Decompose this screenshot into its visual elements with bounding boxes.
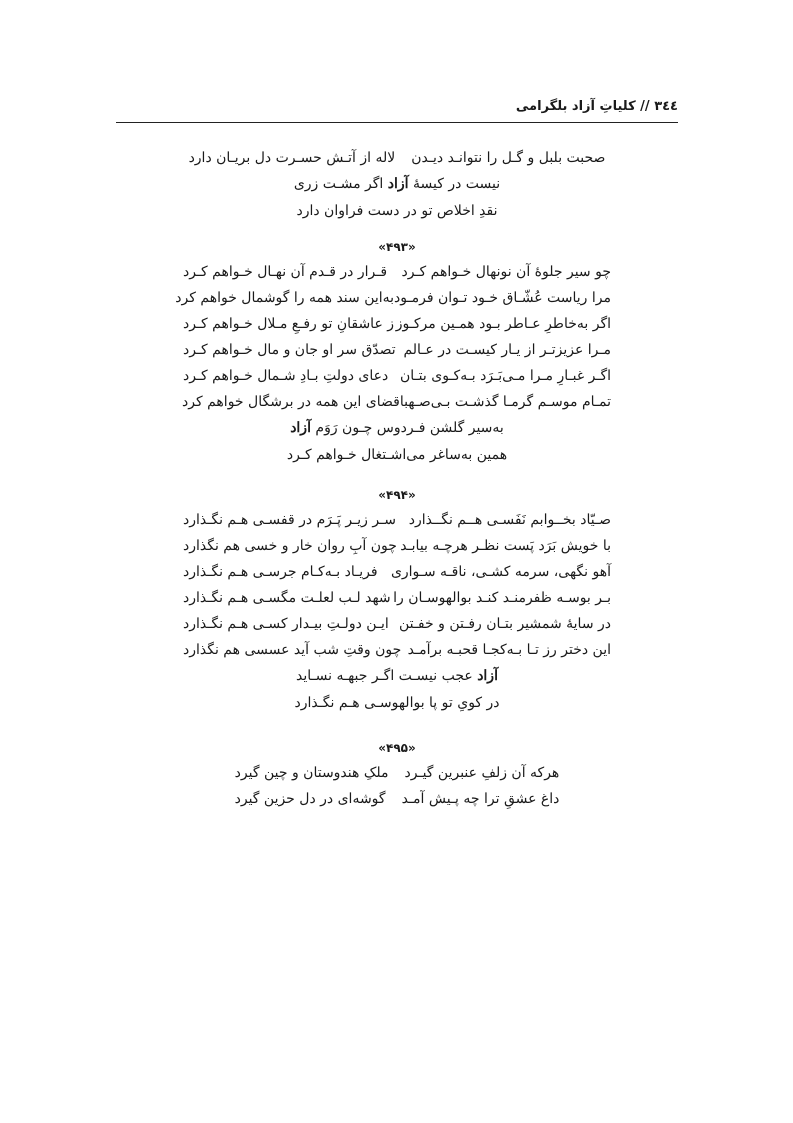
poem-493 — [116, 235, 678, 469]
hemistich-second: تصدّق سر او جان و مال خـواهم کـرد — [183, 342, 396, 358]
hemistich-second: ز عاشقانِ تو رفـعِ مـلال خـواهم کـرد — [183, 316, 395, 332]
hemistich-first: این دختر رز تـا بـه‌کجـا قحبـه برآمـد — [407, 642, 611, 658]
hemistich-first: چو سیر جلوهٔ آن نونهال خـواهم کـرد — [401, 264, 611, 280]
hemistich-second: به‌این سند همه را گوشمال خواهم کرد — [175, 290, 395, 306]
couplet — [116, 389, 678, 415]
closing-line: آزاد عجب نیسـت اگـر جبهـه نسـاید — [296, 668, 498, 684]
hemistich-second: ملکِ هندوستان و چین گیرد — [234, 765, 389, 781]
poem-number: «۴۹۳» — [378, 240, 416, 254]
hemistich-second: چون آبِ روان خار و خسی هم نگذارد — [183, 538, 397, 554]
couplet — [116, 585, 678, 611]
hemistich-first: اگـر غبـارِ مـرا مـی‌بَـرَد بـه‌کـوی بتـان — [400, 368, 611, 384]
closing-line: همین به‌ساغر می‌اشـتغال خـواهم کـرد — [286, 447, 508, 463]
closing-line: در کویِ تو پا بوالهوسـی هـم نگـذارد — [294, 695, 500, 711]
poet-name: آزاد — [387, 176, 409, 192]
hemistich-second: شهد لـب لعلـت مگسـی هـم نگـذارد — [183, 590, 391, 606]
hemistich-first: مرا ریاست عُشّـاق خـود تـوان فرمـود — [394, 290, 611, 306]
poem-number: «۴۹۵» — [378, 741, 416, 755]
couplet — [116, 507, 678, 533]
hemistich-first: در سایهٔ شمشیر بتـان رفـتن و خفـتن — [398, 616, 611, 632]
closing-line: نقدِ اخلاص تو در دست فراوان دارد — [296, 203, 498, 219]
hemistich-second: گوشه‌ای در دل حزین گیرد — [234, 791, 386, 807]
hemistich-first: بـر بوسـه ظفرمنـد کنـد بوالهوسـان را — [393, 590, 611, 606]
hemistich-second: چون وقتِ شب آید عسسی هم نگذارد — [183, 642, 402, 658]
couplet — [116, 786, 678, 812]
hemistich-first: اگر به‌خاطرِ عـاطر بـود همـین مرکـوز — [395, 316, 611, 332]
couplet — [116, 259, 678, 285]
couplet — [116, 285, 678, 311]
couplet — [116, 145, 678, 171]
closing-line: نیست در کیسهٔ آزاد اگر مشـت زری — [293, 176, 501, 192]
poem-number: «۴۹۴» — [378, 488, 416, 502]
hemistich-first: داغ عشقِ ترا چه پـیش آمـد — [401, 791, 560, 807]
hemistich-first: با خویش بَرَد پَست نظـر هرچـه بیابـد — [400, 538, 611, 554]
couplet — [116, 637, 678, 663]
couplet — [116, 533, 678, 559]
running-header: ٣٤٤ // کلیاتِ آزاد بلگرامی — [515, 99, 678, 114]
couplet — [116, 760, 678, 786]
hemistich-second: لاله از آتـش حسـرت دل بریـان دارد — [188, 150, 396, 166]
hemistich-first: مـرا عزیزتـر از یـار کیسـت در عـالم — [403, 342, 611, 358]
couplet — [116, 559, 678, 585]
closing-line: به‌سیر گلشن فـردوس چـون رَوَم آزاد — [290, 420, 504, 436]
hemistich-first: صحبت بلبل و گـل را نتوانـد دیـدن — [411, 150, 606, 166]
poem-494 — [116, 483, 678, 717]
couplet — [116, 337, 678, 363]
poet-name: آزاد — [290, 420, 311, 436]
hemistich-second: دعای دولتِ بـادِ شـمال خـواهم کـرد — [183, 368, 389, 384]
hemistich-second: ایـن دولـتِ بیـدار کسـی هـم نگـذارد — [183, 616, 389, 632]
hemistich-first: هرکه آن زلفِ عنبرین گیـرد — [404, 765, 560, 781]
hemistich-second: فریـاد بـه‌کـام جرسـی هـم نگـذارد — [183, 564, 378, 580]
header-rule — [116, 122, 678, 123]
couplet — [116, 363, 678, 389]
hemistich-first: آهو نگهی، سرمه کشـی، ناقـه سـواری — [390, 564, 611, 580]
hemistich-first: صـیّاد بخــوابم نَفَسـی هــم نگــذارد — [408, 512, 611, 528]
poet-name: آزاد — [477, 668, 498, 684]
poem-prev — [116, 145, 678, 225]
hemistich-second: سـر زیـر پَـرَم در قفسـی هـم نگـذارد — [183, 512, 396, 528]
hemistich-first: تمـام موسـم گرمـا گذشـت بـی‌صـهبا — [399, 394, 611, 410]
poem-495 — [116, 736, 678, 812]
couplet — [116, 611, 678, 637]
couplet — [116, 311, 678, 337]
hemistich-second: قـرار در قـدم آن نهـال خـواهم کـرد — [183, 264, 388, 280]
hemistich-second: قضای این همه در برشگال خواهم کرد — [182, 394, 400, 410]
